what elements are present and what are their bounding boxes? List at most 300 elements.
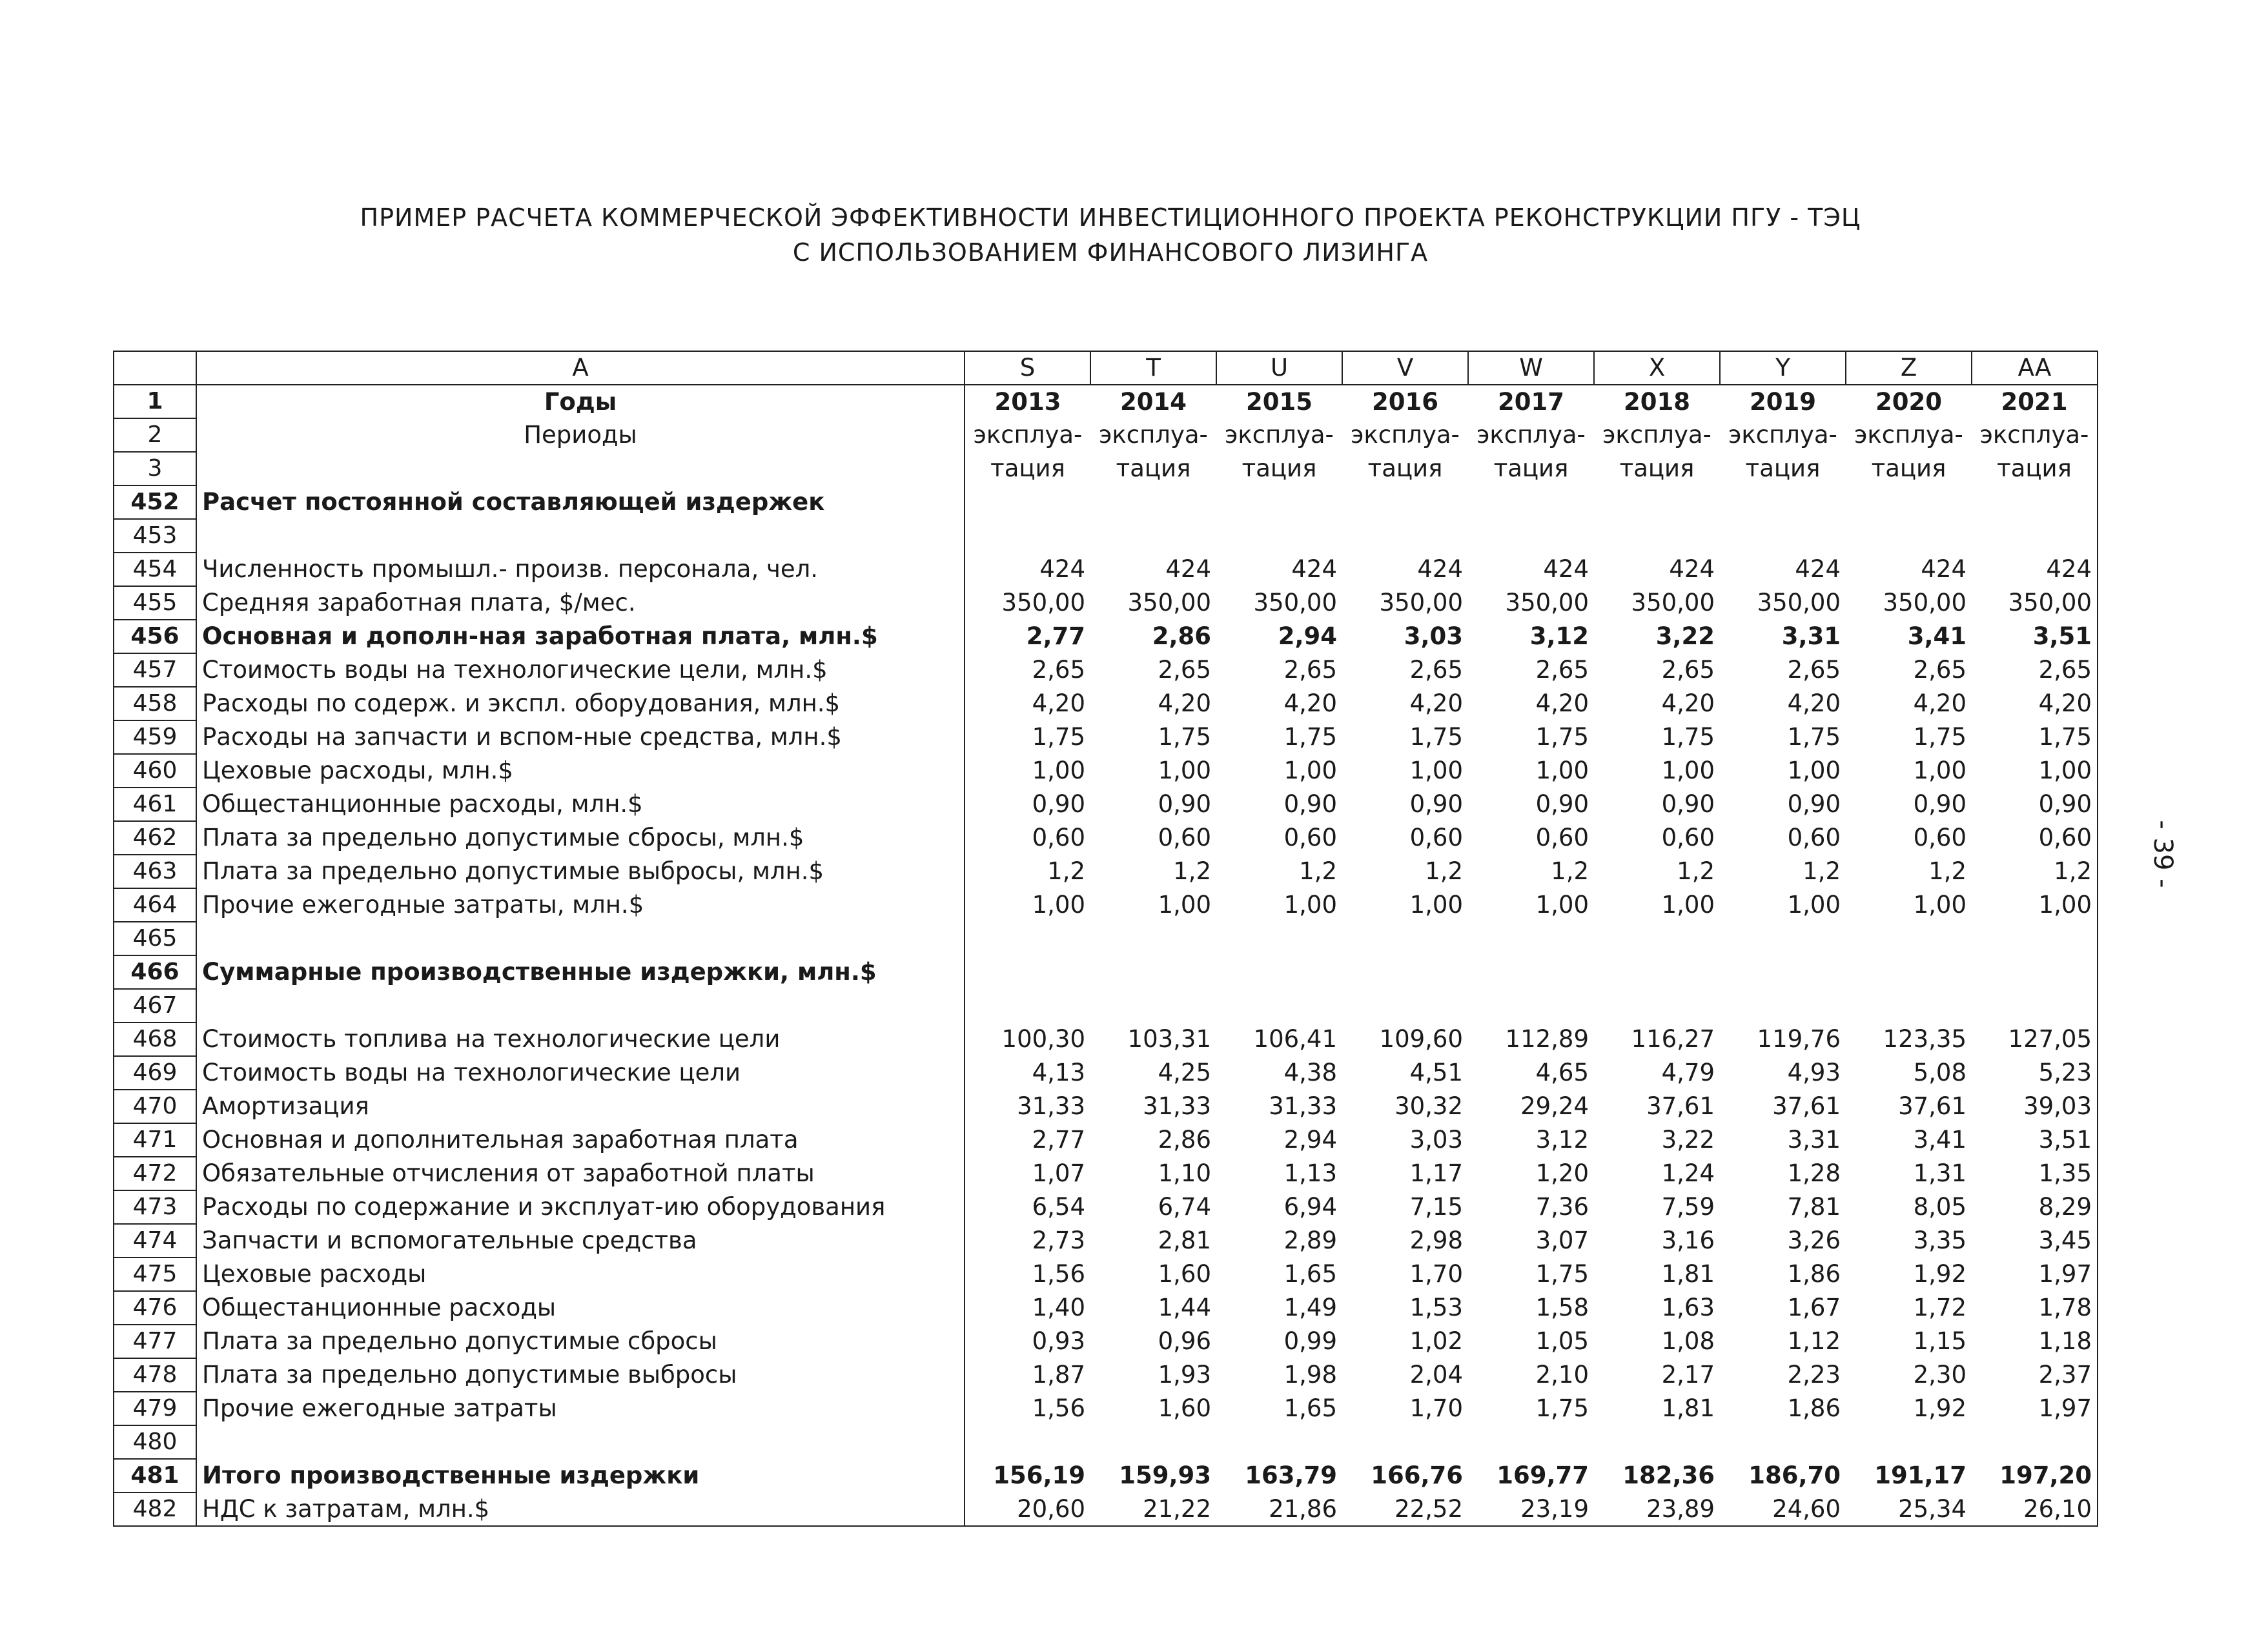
- value-cell: 156,19: [993, 1462, 1085, 1489]
- value-cell: 1,00: [1409, 891, 1463, 919]
- value-cell: 3,51: [1972, 1123, 2098, 1157]
- row-number-cell: 468: [114, 1023, 196, 1056]
- value-cell: 1,00: [1032, 891, 1085, 919]
- row-label-cell: Цеховые расходы: [196, 1258, 965, 1291]
- value-cell: 1,81: [1661, 1260, 1715, 1288]
- value-cell: [1216, 519, 1342, 553]
- value-cell: 8,29: [1972, 1190, 2098, 1224]
- column-header-cell: Z: [1846, 351, 1972, 385]
- value-cell: 1,75: [1661, 723, 1715, 751]
- value-cell: 2,65: [1032, 656, 1085, 684]
- value-cell: 4,20: [1158, 689, 1211, 717]
- value-cell: [1342, 922, 1468, 955]
- value-cell: 1,31: [1913, 1159, 1967, 1187]
- value-cell: 2,81: [1158, 1227, 1211, 1254]
- row-label-cell: Прочие ежегодные затраты: [196, 1392, 965, 1425]
- value-cell: [1972, 519, 2098, 553]
- value-cell: 4,20: [1913, 689, 1967, 717]
- value-cell: эксплуа-: [1728, 421, 1837, 449]
- table-row: [114, 1392, 2098, 1425]
- value-cell: 1,53: [1409, 1294, 1463, 1321]
- value-cell: [965, 922, 1090, 955]
- table-row: [114, 620, 2098, 653]
- value-cell: 7,15: [1409, 1193, 1463, 1221]
- value-cell: 3,03: [1404, 622, 1463, 650]
- value-cell: 123,35: [1883, 1025, 1967, 1053]
- value-cell: 112,89: [1505, 1025, 1589, 1053]
- value-cell: 1,00: [1661, 891, 1715, 919]
- value-cell: 1,75: [1535, 1260, 1589, 1288]
- value-cell: [965, 519, 1090, 553]
- row-number-cell: 477: [114, 1325, 196, 1358]
- value-cell: эксплуа-: [1972, 418, 2098, 452]
- row-label-cell: Общестанционные расходы, млн.$: [196, 788, 965, 821]
- table-row: [114, 1425, 2098, 1459]
- row-label-cell: Численность промышл.- произв. персонала, чел.: [196, 553, 965, 586]
- value-cell: 2,30: [1913, 1361, 1967, 1389]
- value-cell: 7,59: [1661, 1193, 1715, 1221]
- row-label-cell: [196, 519, 965, 553]
- value-cell: 424: [1165, 555, 1211, 583]
- value-cell: 1,63: [1661, 1294, 1715, 1321]
- value-cell: [1972, 922, 2098, 955]
- value-cell: 2019: [1750, 387, 1816, 416]
- value-cell: 350,00: [1253, 589, 1337, 616]
- value-cell: 2,65: [1535, 656, 1589, 684]
- value-cell: 2,94: [1278, 622, 1337, 650]
- value-cell: 3,31: [1787, 1126, 1841, 1154]
- value-cell: 119,76: [1757, 1025, 1841, 1053]
- column-header-cell: Y: [1720, 351, 1846, 385]
- value-cell: [1594, 485, 1720, 519]
- value-cell: 1,87: [1032, 1361, 1085, 1389]
- value-cell: 1,02: [1409, 1327, 1463, 1355]
- row-number-cell: 474: [114, 1224, 196, 1258]
- table-row: [114, 385, 2098, 418]
- corner-cell: [114, 351, 196, 385]
- value-cell: [1090, 1425, 1216, 1459]
- value-cell: 2017: [1498, 387, 1564, 416]
- value-cell: [965, 485, 1090, 519]
- spreadsheet-table: [113, 351, 2098, 1527]
- value-cell: [965, 1425, 1090, 1459]
- column-header-cell: AA: [1972, 351, 2098, 385]
- value-cell: 0,60: [1787, 824, 1841, 851]
- value-cell: 4,20: [1972, 687, 2098, 720]
- value-cell: 4,20: [1409, 689, 1463, 717]
- row-number-cell: 455: [114, 586, 196, 620]
- value-cell: 1,07: [1032, 1159, 1085, 1187]
- value-cell: [1468, 485, 1594, 519]
- value-cell: [1720, 989, 1846, 1023]
- value-cell: 4,13: [1032, 1059, 1085, 1086]
- value-cell: [1594, 955, 1720, 989]
- value-cell: [1720, 519, 1846, 553]
- value-cell: [1342, 989, 1468, 1023]
- value-cell: 1,00: [1032, 757, 1085, 784]
- table-row: [114, 1358, 2098, 1392]
- value-cell: 2,65: [1158, 656, 1211, 684]
- value-cell: 1,35: [1972, 1157, 2098, 1190]
- row-label-cell: [196, 452, 965, 485]
- value-cell: 1,92: [1913, 1394, 1967, 1422]
- row-label-cell: Расходы по содерж. и экспл. оборудования, млн.$: [196, 687, 965, 720]
- row-label-cell: Плата за предельно допустимые выбросы: [196, 1358, 965, 1392]
- value-cell: 0,90: [1535, 790, 1589, 818]
- table-row: [114, 922, 2098, 955]
- value-cell: [1720, 485, 1846, 519]
- value-cell: 100,30: [1001, 1025, 1085, 1053]
- value-cell: 350,00: [1001, 589, 1085, 616]
- value-cell: 6,54: [1032, 1193, 1085, 1221]
- value-cell: 0,90: [1787, 790, 1841, 818]
- table-row: [114, 720, 2098, 754]
- value-cell: 2,10: [1535, 1361, 1589, 1389]
- value-cell: 3,22: [1661, 1126, 1715, 1154]
- value-cell: 2016: [1372, 387, 1438, 416]
- value-cell: 31,33: [1017, 1092, 1085, 1120]
- value-cell: 1,75: [1535, 723, 1589, 751]
- row-label-cell: Плата за предельно допустимые сбросы, млн.$: [196, 821, 965, 855]
- value-cell: 4,20: [1535, 689, 1589, 717]
- value-cell: 0,90: [1283, 790, 1337, 818]
- row-label-cell: Плата за предельно допустимые сбросы: [196, 1325, 965, 1358]
- row-number-cell: 475: [114, 1258, 196, 1291]
- value-cell: 2,37: [1972, 1358, 2098, 1392]
- table-row: [114, 485, 2098, 519]
- value-cell: [1846, 519, 1972, 553]
- row-number-cell: 453: [114, 519, 196, 553]
- value-cell: 1,00: [1972, 888, 2098, 922]
- column-header-cell: T: [1090, 351, 1216, 385]
- value-cell: 2,73: [1032, 1227, 1085, 1254]
- value-cell: 103,31: [1127, 1025, 1211, 1053]
- value-cell: 1,00: [1283, 891, 1337, 919]
- table-row: [114, 1123, 2098, 1157]
- table-row: [114, 1492, 2098, 1526]
- value-cell: 1,08: [1661, 1327, 1715, 1355]
- value-cell: 1,13: [1283, 1159, 1337, 1187]
- page-number: - 39 -: [2148, 820, 2178, 888]
- row-number-cell: 472: [114, 1157, 196, 1190]
- column-header-cell: U: [1216, 351, 1342, 385]
- value-cell: [1972, 1425, 2098, 1459]
- value-cell: 424: [1921, 555, 1967, 583]
- value-cell: 4,79: [1661, 1059, 1715, 1086]
- row-label-cell: Стоимость воды на технологические цели: [196, 1056, 965, 1090]
- value-cell: 1,65: [1283, 1260, 1337, 1288]
- value-cell: 1,12: [1787, 1327, 1841, 1355]
- value-cell: [1216, 922, 1342, 955]
- value-cell: 3,41: [1907, 622, 1967, 650]
- value-cell: 350,00: [1972, 586, 2098, 620]
- value-cell: 1,20: [1535, 1159, 1589, 1187]
- row-number-cell: 476: [114, 1291, 196, 1325]
- value-cell: 3,51: [1972, 620, 2098, 653]
- value-cell: [1846, 922, 1972, 955]
- table-row: [114, 1157, 2098, 1190]
- value-cell: [1090, 955, 1216, 989]
- value-cell: 37,61: [1772, 1092, 1841, 1120]
- column-header-cell: S: [965, 351, 1090, 385]
- column-header-cell: A: [196, 351, 965, 385]
- value-cell: 3,45: [1972, 1224, 2098, 1258]
- row-label-cell: Обязательные отчисления от заработной платы: [196, 1157, 965, 1190]
- row-number-cell: 462: [114, 821, 196, 855]
- value-cell: 1,15: [1913, 1327, 1967, 1355]
- value-cell: 169,77: [1497, 1462, 1589, 1489]
- table-row: [114, 452, 2098, 485]
- value-cell: тация: [1619, 454, 1695, 482]
- row-number-cell: 465: [114, 922, 196, 955]
- row-label-cell: Суммарные производственные издержки, млн.$: [196, 955, 965, 989]
- value-cell: 5,23: [1972, 1056, 2098, 1090]
- row-label-cell: [196, 1425, 965, 1459]
- value-cell: 1,75: [1283, 723, 1337, 751]
- table-row: [114, 1056, 2098, 1090]
- value-cell: 1,10: [1158, 1159, 1211, 1187]
- row-label-cell: Итого производственные издержки: [196, 1459, 965, 1492]
- value-cell: 1,00: [1535, 757, 1589, 784]
- value-cell: 1,67: [1787, 1294, 1841, 1321]
- value-cell: 4,20: [1661, 689, 1715, 717]
- value-cell: 1,2: [1928, 857, 1967, 885]
- value-cell: 1,00: [1913, 891, 1967, 919]
- value-cell: 197,20: [1972, 1459, 2098, 1492]
- value-cell: 0,60: [1032, 824, 1085, 851]
- value-cell: тация: [1116, 454, 1191, 482]
- value-cell: 1,75: [1787, 723, 1841, 751]
- value-cell: 1,75: [1032, 723, 1085, 751]
- value-cell: 20,60: [965, 1492, 1090, 1526]
- value-cell: 1,58: [1535, 1294, 1589, 1321]
- row-label-cell: Средняя заработная плата, $/мес.: [196, 586, 965, 620]
- value-cell: 2014: [1120, 387, 1187, 416]
- value-cell: 2018: [1624, 387, 1690, 416]
- value-cell: 37,61: [1646, 1092, 1715, 1120]
- value-cell: [1846, 955, 1972, 989]
- value-cell: [1342, 519, 1468, 553]
- value-cell: 4,51: [1409, 1059, 1463, 1086]
- value-cell: 1,00: [1535, 891, 1589, 919]
- value-cell: 39,03: [1972, 1090, 2098, 1123]
- value-cell: 0,99: [1283, 1327, 1337, 1355]
- value-cell: 127,05: [1972, 1023, 2098, 1056]
- row-number-cell: 460: [114, 754, 196, 788]
- value-cell: [1594, 1425, 1720, 1459]
- value-cell: 31,33: [1143, 1092, 1211, 1120]
- value-cell: 1,60: [1158, 1394, 1211, 1422]
- value-cell: 1,2: [1299, 857, 1337, 885]
- value-cell: 109,60: [1379, 1025, 1463, 1053]
- value-cell: 1,72: [1913, 1294, 1967, 1321]
- row-number-cell: 480: [114, 1425, 196, 1459]
- value-cell: 3,07: [1535, 1227, 1589, 1254]
- value-cell: [965, 955, 1090, 989]
- row-number-cell: 471: [114, 1123, 196, 1157]
- row-label-cell: Запчасти и вспомогательные средства: [196, 1224, 965, 1258]
- value-cell: 2013: [994, 387, 1061, 416]
- row-number-cell: 1: [114, 385, 196, 418]
- row-number-cell: 454: [114, 553, 196, 586]
- value-cell: 1,75: [1972, 720, 2098, 754]
- value-cell: 0,60: [1661, 824, 1715, 851]
- value-cell: [1090, 519, 1216, 553]
- row-number-cell: 470: [114, 1090, 196, 1123]
- row-label-cell: Стоимость воды на технологические цели, млн.$: [196, 653, 965, 687]
- value-cell: эксплуа-: [1476, 421, 1586, 449]
- row-label-cell: Расчет постоянной составляющей издержек: [196, 485, 965, 519]
- value-cell: 0,90: [1661, 790, 1715, 818]
- document-subtitle: С ИСПОЛЬЗОВАНИЕМ ФИНАНСОВОГО ЛИЗИНГА: [792, 238, 1429, 267]
- value-cell: 1,2: [1425, 857, 1463, 885]
- value-cell: 4,20: [1283, 689, 1337, 717]
- value-cell: 1,00: [1283, 757, 1337, 784]
- document-title: ПРИМЕР РАСЧЕТА КОММЕРЧЕСКОЙ ЭФФЕКТИВНОСТИ ИНВЕСТИЦИОННОГО ПРОЕКТА РЕКОНСТРУКЦИИ ПГУ - ТЭЦ: [360, 203, 1861, 232]
- value-cell: 0,60: [1409, 824, 1463, 851]
- value-cell: 424: [1039, 555, 1085, 583]
- value-cell: 2,77: [1032, 1126, 1085, 1154]
- value-cell: 1,56: [1032, 1394, 1085, 1422]
- value-cell: 0,90: [1972, 788, 2098, 821]
- value-cell: 350,00: [1757, 589, 1841, 616]
- value-cell: 2021: [1972, 385, 2098, 418]
- value-cell: 1,2: [1803, 857, 1841, 885]
- value-cell: 424: [1417, 555, 1463, 583]
- value-cell: 350,00: [1127, 589, 1211, 616]
- row-number-cell: 481: [114, 1459, 196, 1492]
- value-cell: 6,94: [1283, 1193, 1337, 1221]
- value-cell: 350,00: [1379, 589, 1463, 616]
- value-cell: 7,36: [1535, 1193, 1589, 1221]
- value-cell: 1,93: [1158, 1361, 1211, 1389]
- value-cell: тация: [990, 454, 1065, 482]
- value-cell: 1,00: [1158, 891, 1211, 919]
- value-cell: тация: [1367, 454, 1443, 482]
- value-cell: 37,61: [1898, 1092, 1967, 1120]
- value-cell: [1846, 1425, 1972, 1459]
- value-cell: 2,65: [1913, 656, 1967, 684]
- value-cell: 1,49: [1283, 1294, 1337, 1321]
- column-header-cell: V: [1342, 351, 1468, 385]
- table-row: [114, 1090, 2098, 1123]
- row-number-cell: 473: [114, 1190, 196, 1224]
- value-cell: [1594, 989, 1720, 1023]
- value-cell: 3,26: [1787, 1227, 1841, 1254]
- table-row: [114, 653, 2098, 687]
- table-row: [114, 888, 2098, 922]
- row-number-cell: 478: [114, 1358, 196, 1392]
- value-cell: 7,81: [1787, 1193, 1841, 1221]
- value-cell: [1720, 922, 1846, 955]
- column-header-cell: X: [1594, 351, 1720, 385]
- row-number-cell: 459: [114, 720, 196, 754]
- value-cell: 2,77: [1026, 622, 1085, 650]
- value-cell: 2,17: [1661, 1361, 1715, 1389]
- value-cell: тация: [1972, 452, 2098, 485]
- value-cell: 29,24: [1520, 1092, 1589, 1120]
- table-row: [114, 1291, 2098, 1325]
- value-cell: 25,34: [1846, 1492, 1972, 1526]
- value-cell: 4,25: [1158, 1059, 1211, 1086]
- row-label-cell: Годы: [196, 385, 965, 418]
- value-cell: 424: [1669, 555, 1715, 583]
- value-cell: 350,00: [1883, 589, 1967, 616]
- value-cell: 2,86: [1152, 622, 1211, 650]
- value-cell: 1,28: [1787, 1159, 1841, 1187]
- row-label-cell: Цеховые расходы, млн.$: [196, 754, 965, 788]
- table-row: [114, 788, 2098, 821]
- value-cell: [1972, 989, 2098, 1023]
- value-cell: 191,17: [1874, 1462, 1967, 1489]
- value-cell: 1,00: [1409, 757, 1463, 784]
- table-row: [114, 955, 2098, 989]
- row-label-cell: Общестанционные расходы: [196, 1291, 965, 1325]
- table-row: [114, 1258, 2098, 1291]
- row-label-cell: Основная и дополн-ная заработная плата, млн.$: [196, 620, 965, 653]
- value-cell: [1090, 922, 1216, 955]
- value-cell: [965, 989, 1090, 1023]
- value-cell: [1972, 955, 2098, 989]
- table-row: [114, 418, 2098, 452]
- value-cell: 0,60: [1283, 824, 1337, 851]
- value-cell: 2,04: [1409, 1361, 1463, 1389]
- row-number-cell: 458: [114, 687, 196, 720]
- row-label-cell: Расходы на запчасти и вспом-ные средства, млн.$: [196, 720, 965, 754]
- value-cell: 3,22: [1655, 622, 1715, 650]
- value-cell: 3,03: [1409, 1126, 1463, 1154]
- value-cell: 8,05: [1913, 1193, 1967, 1221]
- value-cell: 4,65: [1535, 1059, 1589, 1086]
- row-label-cell: НДС к затратам, млн.$: [196, 1492, 965, 1526]
- value-cell: 0,90: [1158, 790, 1211, 818]
- value-cell: [1720, 1425, 1846, 1459]
- row-number-cell: 456: [114, 620, 196, 653]
- value-cell: 4,93: [1787, 1059, 1841, 1086]
- value-cell: 424: [1543, 555, 1589, 583]
- column-header-cell: W: [1468, 351, 1594, 385]
- value-cell: 2,98: [1409, 1227, 1463, 1254]
- value-cell: 159,93: [1119, 1462, 1211, 1489]
- table-row: [114, 855, 2098, 888]
- value-cell: эксплуа-: [973, 421, 1083, 449]
- value-cell: 0,93: [1032, 1327, 1085, 1355]
- value-cell: 1,60: [1158, 1260, 1211, 1288]
- row-number-cell: 463: [114, 855, 196, 888]
- value-cell: [1216, 485, 1342, 519]
- value-cell: 1,86: [1787, 1260, 1841, 1288]
- value-cell: тация: [1241, 454, 1317, 482]
- row-label-cell: [196, 989, 965, 1023]
- value-cell: 1,75: [1913, 723, 1967, 751]
- value-cell: 1,00: [1661, 757, 1715, 784]
- value-cell: эксплуа-: [1602, 421, 1711, 449]
- value-cell: 21,86: [1216, 1492, 1342, 1526]
- table-row: [114, 1224, 2098, 1258]
- value-cell: 163,79: [1245, 1462, 1337, 1489]
- value-cell: 3,12: [1535, 1126, 1589, 1154]
- row-label-cell: Плата за предельно допустимые выбросы, млн.$: [196, 855, 965, 888]
- table-row: [114, 1023, 2098, 1056]
- value-cell: 0,90: [1913, 790, 1967, 818]
- value-cell: [1594, 519, 1720, 553]
- value-cell: эксплуа-: [1099, 421, 1208, 449]
- value-cell: 1,98: [1283, 1361, 1337, 1389]
- value-cell: 2,65: [1661, 656, 1715, 684]
- value-cell: [1342, 1425, 1468, 1459]
- value-cell: 106,41: [1253, 1025, 1337, 1053]
- row-number-cell: 479: [114, 1392, 196, 1425]
